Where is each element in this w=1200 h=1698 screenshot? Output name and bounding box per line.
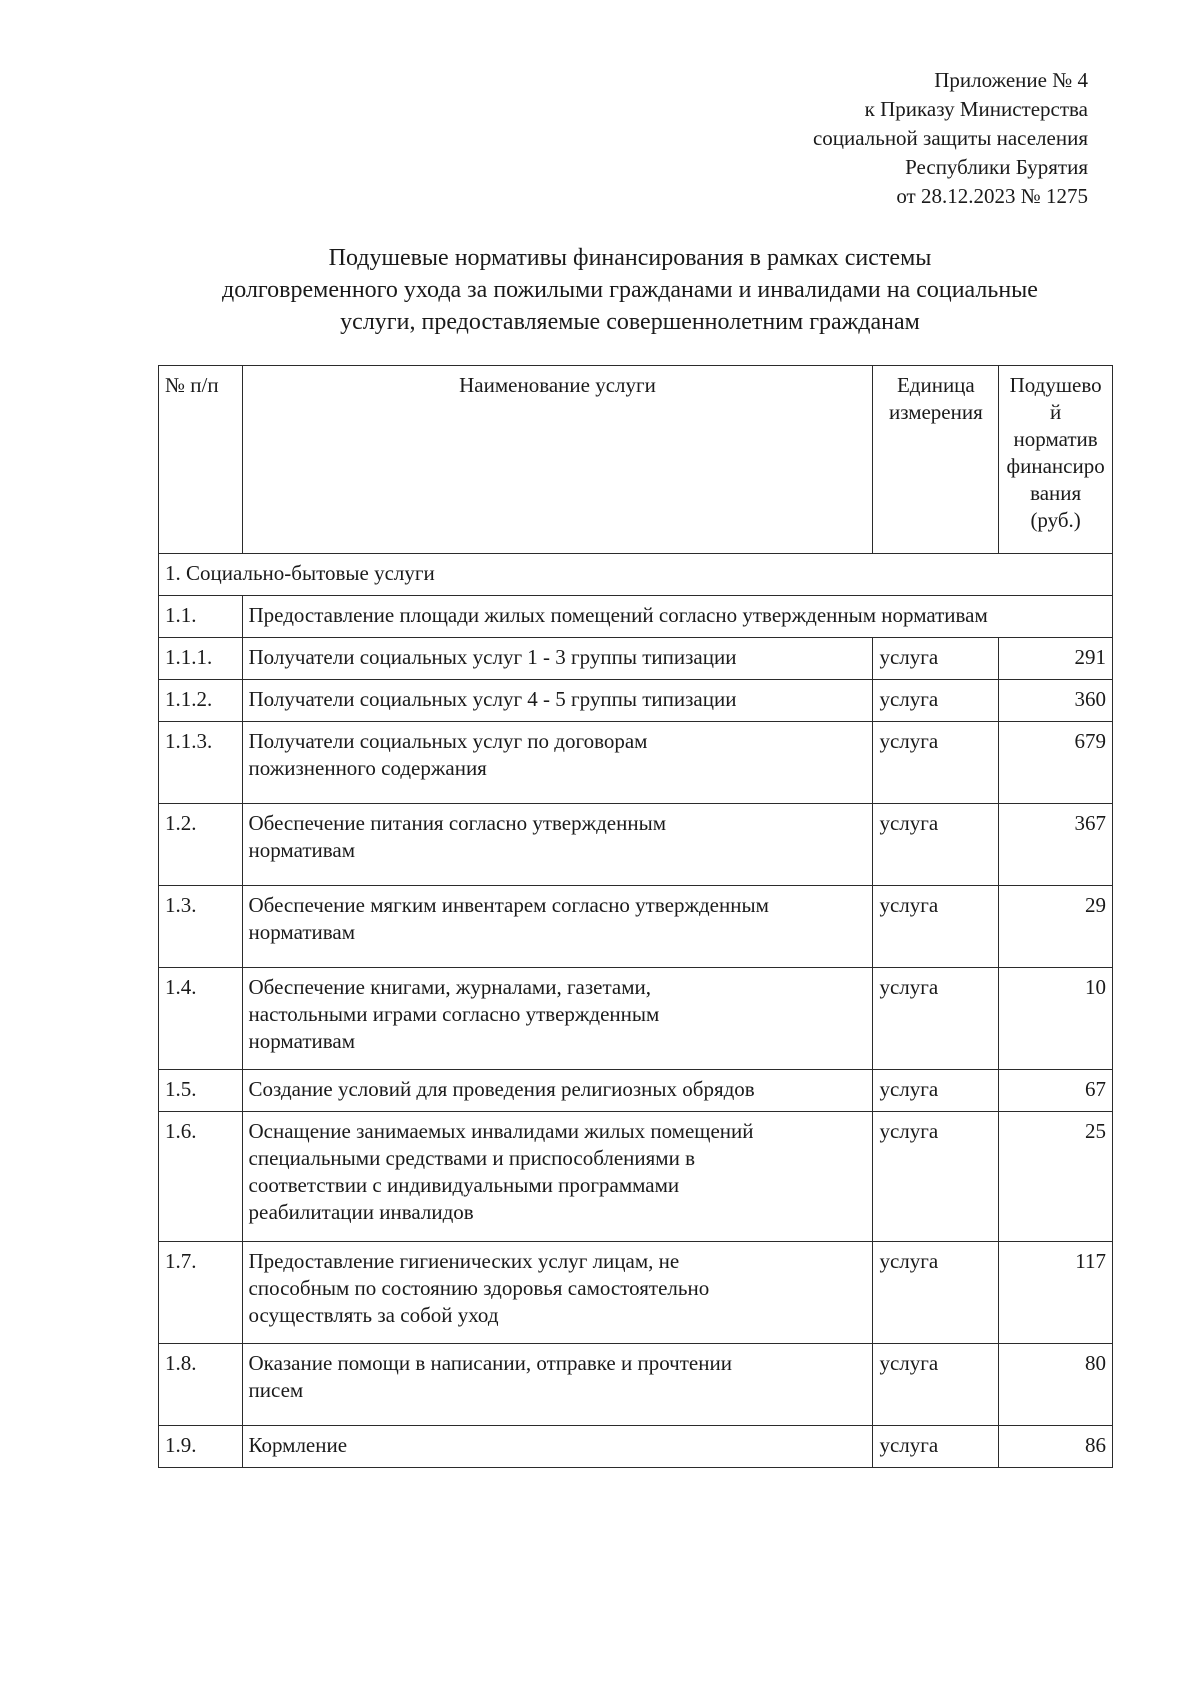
header-unit-line: Единица xyxy=(896,373,975,397)
header-norm-line: вания xyxy=(1030,481,1082,505)
table-row xyxy=(159,1242,1113,1344)
document-title xyxy=(140,242,1120,338)
header-unit xyxy=(873,366,999,554)
table-row xyxy=(159,638,1113,680)
row-name xyxy=(242,804,873,886)
row-num: 1.1.1. xyxy=(159,638,243,680)
row-unit: услуга xyxy=(873,1344,999,1426)
row-name-line: Обеспечение мягким инвентарем согласно утвержденным xyxy=(248,893,769,917)
row-name-line: Получатели социальных услуг по договорам xyxy=(248,729,648,753)
row-unit: услуга xyxy=(873,722,999,804)
row-num: 1.1.3. xyxy=(159,722,243,804)
table-row xyxy=(159,886,1113,968)
row-name-line: осуществлять за собой уход xyxy=(248,1303,499,1327)
header-norm-line: (руб.) xyxy=(1030,508,1081,532)
table-header-row xyxy=(159,366,1113,554)
section-title: 1. Социально-бытовые услуги xyxy=(159,554,1113,596)
row-name-line: соответствии с индивидуальными программами xyxy=(248,1173,680,1197)
appendix-line: социальной защиты населения xyxy=(812,126,1088,150)
subsection-row xyxy=(159,596,1113,638)
row-norm: 10 xyxy=(999,968,1113,1070)
title-line: Подушевые нормативы финансирования в рамках системы xyxy=(328,245,932,271)
row-name-line: пожизненного содержания xyxy=(248,756,487,780)
row-norm: 29 xyxy=(999,886,1113,968)
row-name xyxy=(242,1426,873,1468)
row-norm: 291 xyxy=(999,638,1113,680)
row-name xyxy=(242,1242,873,1344)
header-norm-line: й xyxy=(1050,400,1062,424)
row-norm: 80 xyxy=(999,1344,1113,1426)
row-unit: услуга xyxy=(873,680,999,722)
row-name-line: нормативам xyxy=(248,838,356,862)
appendix-line: Приложение № 4 xyxy=(934,68,1088,92)
appendix-line: Республики Бурятия xyxy=(905,155,1088,179)
row-unit: услуга xyxy=(873,886,999,968)
row-name-line: настольными играми согласно утвержденным xyxy=(248,1002,660,1026)
row-unit: услуга xyxy=(873,1112,999,1242)
row-name-line: Создание условий для проведения религиозных обрядов xyxy=(248,1077,755,1101)
row-name-line: нормативам xyxy=(248,920,356,944)
row-name xyxy=(242,968,873,1070)
header-num: № п/п xyxy=(159,366,243,554)
row-name: Предоставление площади жилых помещений согласно утвержденным нормативам xyxy=(242,596,1112,638)
table-row xyxy=(159,680,1113,722)
row-name xyxy=(242,1112,873,1242)
row-name-line: Получатели социальных услуг 4 - 5 группы типизации xyxy=(248,687,737,711)
row-name-line: Предоставление гигиенических услуг лицам, не xyxy=(248,1249,680,1273)
table-row xyxy=(159,1426,1113,1468)
row-unit: услуга xyxy=(873,804,999,886)
header-norm-line: норматив xyxy=(1013,427,1098,451)
row-name-line: Обеспечение питания согласно утвержденным xyxy=(248,811,666,835)
header-name: Наименование услуги xyxy=(242,366,873,554)
table-row xyxy=(159,1112,1113,1242)
row-norm: 360 xyxy=(999,680,1113,722)
row-norm: 86 xyxy=(999,1426,1113,1468)
row-unit: услуга xyxy=(873,1426,999,1468)
row-unit: услуга xyxy=(873,968,999,1070)
row-name-line: Оказание помощи в написании, отправке и прочтении xyxy=(248,1351,732,1375)
row-name-line: Обеспечение книгами, журналами, газетами, xyxy=(248,975,652,999)
header-norm-line: финансиро xyxy=(1006,454,1105,478)
row-name-line: реабилитации инвалидов xyxy=(248,1200,474,1224)
row-num: 1.1. xyxy=(159,596,243,638)
row-name-line: специальными средствами и приспособлениями в xyxy=(248,1146,696,1170)
row-norm: 117 xyxy=(999,1242,1113,1344)
row-num: 1.4. xyxy=(159,968,243,1070)
appendix-block xyxy=(813,66,1088,211)
services-table xyxy=(158,365,1113,1468)
row-name-line: писем xyxy=(248,1378,304,1402)
row-norm: 367 xyxy=(999,804,1113,886)
row-name xyxy=(242,638,873,680)
row-name xyxy=(242,680,873,722)
row-name xyxy=(242,1344,873,1426)
table-row xyxy=(159,968,1113,1070)
row-norm: 25 xyxy=(999,1112,1113,1242)
row-unit: услуга xyxy=(873,1070,999,1112)
row-name-line: Кормление xyxy=(248,1433,348,1457)
row-name-line: Получатели социальных услуг 1 - 3 группы типизации xyxy=(248,645,737,669)
row-unit: услуга xyxy=(873,1242,999,1344)
row-name xyxy=(242,886,873,968)
row-num: 1.9. xyxy=(159,1426,243,1468)
header-norm-line: Подушево xyxy=(1009,373,1102,397)
row-num: 1.7. xyxy=(159,1242,243,1344)
row-num: 1.2. xyxy=(159,804,243,886)
row-norm: 679 xyxy=(999,722,1113,804)
title-line: долговременного ухода за пожилыми гражданами и инвалидами на социальные xyxy=(222,277,1038,303)
table-row xyxy=(159,804,1113,886)
table-row xyxy=(159,1070,1113,1112)
title-line: услуги, предоставляемые совершеннолетним гражданам xyxy=(340,309,920,335)
row-name xyxy=(242,722,873,804)
row-name xyxy=(242,1070,873,1112)
table-row xyxy=(159,1344,1113,1426)
row-name-line: нормативам xyxy=(248,1029,356,1053)
row-name-line: способным по состоянию здоровья самостоятельно xyxy=(248,1276,710,1300)
row-num: 1.8. xyxy=(159,1344,243,1426)
row-unit: услуга xyxy=(873,638,999,680)
table-row xyxy=(159,722,1113,804)
row-name-line: Оснащение занимаемых инвалидами жилых помещений xyxy=(248,1119,754,1143)
row-num: 1.5. xyxy=(159,1070,243,1112)
row-norm: 67 xyxy=(999,1070,1113,1112)
header-unit-line: измерения xyxy=(888,400,983,424)
row-num: 1.6. xyxy=(159,1112,243,1242)
row-num: 1.3. xyxy=(159,886,243,968)
section-row xyxy=(159,554,1113,596)
header-norm xyxy=(999,366,1113,554)
row-num: 1.1.2. xyxy=(159,680,243,722)
appendix-line: к Приказу Министерства xyxy=(864,97,1088,121)
appendix-line: от 28.12.2023 № 1275 xyxy=(896,184,1088,208)
